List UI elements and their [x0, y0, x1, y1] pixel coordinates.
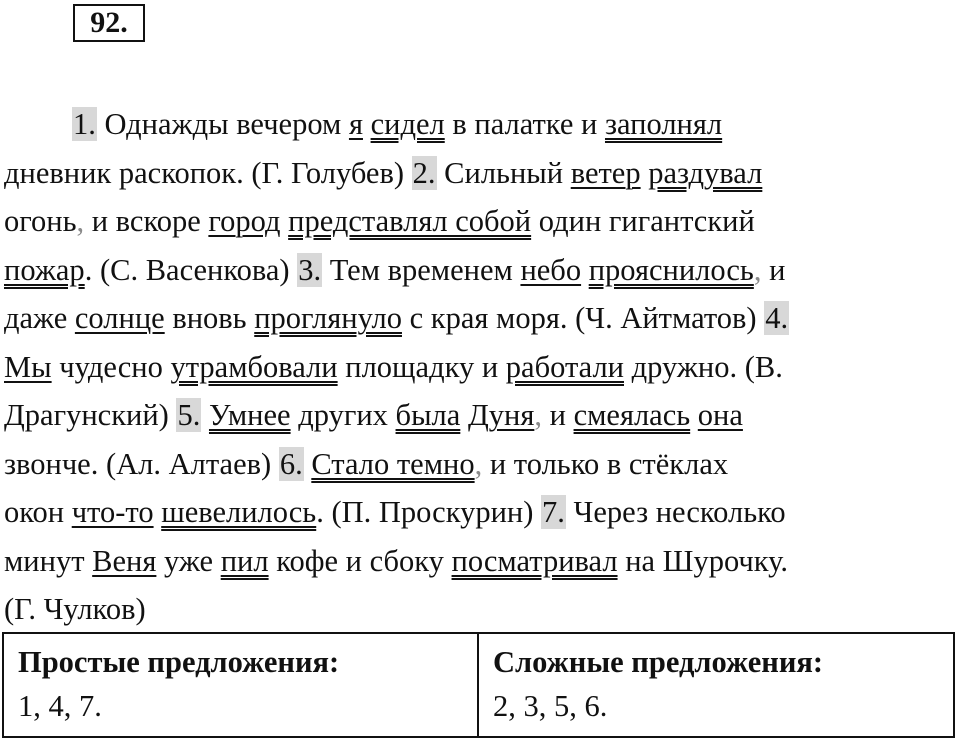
- predicate-word: была: [395, 398, 461, 432]
- table-row: [3, 633, 954, 737]
- text-line: [4, 585, 954, 634]
- subject-word: город: [208, 204, 281, 238]
- exercise-number: 92.: [73, 4, 145, 42]
- text-line: [4, 343, 954, 392]
- text-fragment: площадку и: [337, 349, 506, 384]
- space: [581, 253, 589, 287]
- space: [460, 398, 468, 432]
- predicate-word: шевелилось: [161, 495, 317, 529]
- subject-word: она: [697, 398, 743, 432]
- predicate-word: заполнял: [604, 107, 723, 141]
- text-fragment: в палатке и: [444, 107, 605, 141]
- subject-word: Дуня: [467, 398, 535, 432]
- complex-sentences-values: 2, 3, 5, 6.: [493, 689, 608, 723]
- subject-word: Мы: [4, 349, 52, 384]
- text-fragment: Тем временем: [322, 252, 521, 287]
- predicate-word: посматривал: [451, 543, 618, 578]
- predicate-word: сидел: [370, 107, 445, 141]
- predicate-word: Стало темно: [311, 446, 475, 481]
- predicate-word: пил: [220, 543, 269, 578]
- text-line: [4, 246, 954, 295]
- text-fragment: звонче. (Ал. Алтаев): [4, 446, 279, 481]
- text-line: [4, 537, 954, 586]
- text-fragment: и вскоре: [84, 204, 209, 238]
- predicate-word: представлял собой: [288, 204, 532, 238]
- text-fragment: с края моря. (Ч. Айтматов): [401, 301, 765, 335]
- text-fragment: дневник раскопок. (Г. Голубев): [4, 155, 412, 190]
- text-fragment: (Г. Чулков): [4, 592, 146, 626]
- text-fragment: один гигантский: [531, 204, 755, 238]
- text-fragment: Однажды вечером: [96, 107, 349, 141]
- subject-word: я: [348, 107, 363, 141]
- text-fragment: и: [541, 398, 574, 432]
- sentence-number: 5.: [177, 398, 201, 432]
- predicate-word: проглянуло: [254, 301, 402, 335]
- text-fragment: Драгунский): [4, 398, 177, 432]
- text-fragment: дружно. (В.: [624, 349, 783, 384]
- predicate-word: Умнее: [208, 398, 291, 432]
- text-fragment: других: [290, 398, 396, 432]
- text-fragment: . (П. Проскурин): [316, 495, 542, 529]
- text-fragment: . (С. Васенкова): [84, 252, 298, 287]
- text-fragment: Сильный: [436, 155, 571, 190]
- subject-word: что-то: [71, 495, 154, 529]
- complex-sentences-header: Сложные предложения:: [493, 645, 824, 679]
- complex-sentences-cell: [478, 633, 954, 737]
- comma-mark: ,: [534, 398, 542, 432]
- simple-sentences-header: Простые предложения:: [18, 645, 340, 679]
- text-fragment: кофе и сбоку: [268, 543, 452, 578]
- text-fragment: даже: [4, 301, 75, 335]
- space: [363, 107, 371, 141]
- predicate-word: смеялась: [573, 398, 691, 432]
- simple-sentences-values: 1, 4, 7.: [18, 689, 102, 723]
- subject-word: небо: [520, 252, 582, 287]
- text-fragment: и: [761, 252, 786, 287]
- sentence-number: 4.: [765, 301, 789, 335]
- sentence-number: 1.: [73, 107, 96, 141]
- text-fragment: вновь: [164, 301, 255, 335]
- text-line: [4, 294, 954, 343]
- exercise-text: [4, 100, 954, 634]
- text-fragment: чудесно: [51, 349, 171, 384]
- sentence-number: 2.: [412, 155, 436, 190]
- predicate-word: прояснилось: [588, 252, 754, 287]
- text-line: [4, 149, 954, 198]
- text-fragment: Через несколько: [565, 495, 786, 529]
- text-fragment: огонь: [4, 204, 77, 238]
- predicate-word: утрамбовали: [170, 349, 338, 384]
- subject-word: Веня: [92, 543, 157, 578]
- text-line: [4, 488, 954, 537]
- predicate-word: пожар: [4, 252, 85, 287]
- comma-mark: ,: [474, 446, 483, 481]
- space: [690, 398, 698, 432]
- space: [201, 398, 209, 432]
- sentence-number: 7.: [542, 495, 565, 529]
- space: [281, 204, 289, 238]
- comma-mark: ,: [76, 204, 85, 238]
- text-fragment: минут: [4, 543, 93, 578]
- text-fragment: на Шурочку.: [617, 543, 788, 578]
- text-fragment: уже: [156, 543, 221, 578]
- text-fragment: и только в стёклах: [482, 446, 729, 481]
- sentence-number: 3.: [298, 252, 322, 287]
- text-fragment: окон: [4, 495, 72, 529]
- text-line: [4, 440, 954, 489]
- answer-table: [2, 632, 955, 738]
- sentence-number: 6.: [279, 446, 303, 481]
- predicate-word: работали: [505, 349, 624, 384]
- text-line: [4, 197, 954, 246]
- subject-word: ветер: [570, 155, 641, 190]
- text-line: [4, 100, 954, 149]
- text-line: [4, 391, 954, 440]
- comma-mark: ,: [753, 252, 762, 287]
- subject-word: солнце: [74, 301, 165, 335]
- predicate-word: раздувал: [648, 155, 763, 190]
- simple-sentences-cell: [3, 633, 478, 737]
